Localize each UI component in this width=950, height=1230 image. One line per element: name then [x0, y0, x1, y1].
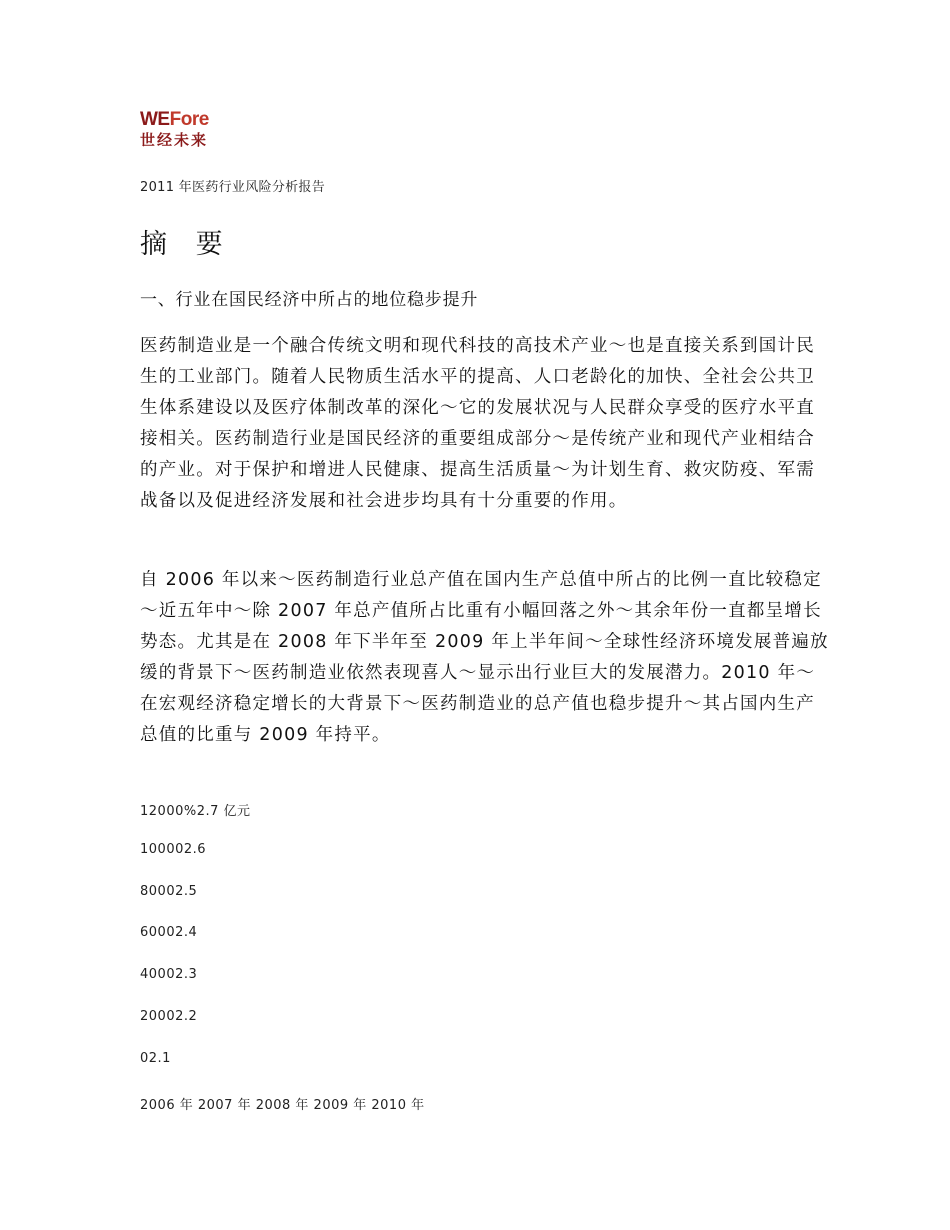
- summary-heading: 摘 要: [140, 229, 233, 260]
- paragraph-2: 自 2006 年以来～医药制造行业总产值在国内生产总值中所占的比例一直比较稳定～近五年中～除 2007 年总产值所占比重有小幅回落之外～其余年份一直都呈增长势态。尤其是在 2008 年下半年至 2009 年上半年间～全球性经济环境发展普遍放缓的背景下～医药制造业依然表现喜人～显示出行业巨大的发展潜力。2010 年～在宏观经济稳定增长的大背景下～医药制造业的总产值也稳步提升～其占国内生产总值的比重与 2009 年持平。: [140, 570, 829, 745]
- report-title: 2011 年医药行业风险分析报告: [140, 180, 326, 195]
- chart-line-1: 12000%2.7 亿元: [140, 804, 251, 819]
- chart-line-6: 20002.2: [140, 1009, 198, 1024]
- wefore-logo: [140, 110, 236, 154]
- paragraph-1: 医药制造业是一个融合传统文明和现代科技的高技术产业～也是直接关系到国计民生的工业部门。随着人民物质生活水平的提高、人口老龄化的加快、全社会公共卫生体系建设以及医疗体制改革的深化～它的发展状况与人民群众享受的医疗水平直接相关。医药制造行业是国民经济的重要组成部分～是传统产业和现代产业相结合的产业。对于保护和增进人民健康、提高生活质量～为计划生育、救灾防疫、军需战备以及促进经济发展和社会进步均具有十分重要的作用。: [140, 336, 815, 511]
- chart-line-5: 40002.3: [140, 967, 198, 982]
- chart-line-3: 80002.5: [140, 884, 198, 899]
- chart-line-4: 60002.4: [140, 925, 198, 940]
- section-title: 一、行业在国民经济中所占的地位稳步提升: [140, 290, 479, 310]
- chart-line-2: 100002.6: [140, 842, 207, 857]
- logo-brand-part2: Fore: [169, 109, 209, 130]
- logo-chinese-text: 世经未来: [140, 131, 209, 149]
- logo-brand-part1: WE: [140, 109, 170, 130]
- chart-line-7: 02.1: [140, 1051, 171, 1066]
- logo-brand-text: [140, 110, 236, 130]
- chart-line-8: 2006 年 2007 年 2008 年 2009 年 2010 年: [140, 1098, 425, 1113]
